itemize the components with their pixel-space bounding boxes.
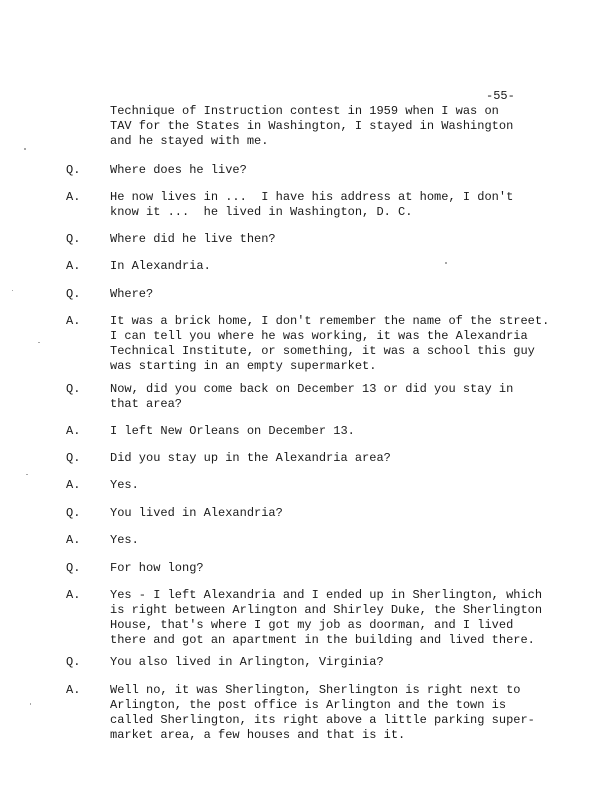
entry-text	[110, 314, 549, 374]
text-line: Where?	[110, 287, 154, 301]
text-line: TAV for the States in Washington, I stayed in Washington	[110, 119, 514, 133]
text-line: He now lives in ... I have his address at home, I don't	[110, 190, 514, 204]
text-line: Well no, it was Sherlington, Sherlington is right next to	[110, 683, 521, 697]
entry-text	[110, 655, 384, 670]
scan-speck	[12, 290, 13, 291]
entry-text	[110, 382, 513, 412]
text-line: In Alexandria.	[110, 259, 211, 273]
entry-text	[110, 104, 513, 149]
text-line: is right between Arlington and Shirley Duke, the Sherlington	[110, 603, 543, 617]
entry-text	[110, 683, 535, 743]
text-line: there and got an apartment in the building and lived there.	[110, 633, 535, 647]
text-line: Yes - I left Alexandria and I ended up in Sherlington, which	[110, 588, 543, 602]
text-line: called Sherlington, its right above a little parking super-	[110, 713, 535, 727]
speaker-label: A.	[66, 683, 81, 697]
text-line: know it ... he lived in Washington, D. C.	[110, 205, 413, 219]
speaker-label: A.	[66, 533, 81, 547]
entry-text	[110, 190, 513, 220]
text-line: Yes.	[110, 478, 139, 492]
speaker-label: Q.	[66, 655, 81, 669]
entry-text	[110, 561, 204, 576]
speaker-label: Q.	[66, 287, 81, 301]
entry-text	[110, 533, 139, 548]
text-line: Technique of Instruction contest in 1959 when I was on	[110, 104, 499, 118]
speaker-label: Q.	[66, 451, 81, 465]
page-number: -55-	[486, 89, 515, 103]
text-line: You also lived in Arlington, Virginia?	[110, 655, 384, 669]
text-line: I can tell you where he was working, it was the Alexandria	[110, 329, 528, 343]
text-line: Technical Institute, or something, it was a school this guy	[110, 344, 535, 358]
entry-text	[110, 424, 355, 439]
text-line: and he stayed with me.	[110, 134, 269, 148]
speaker-label: Q.	[66, 506, 81, 520]
speaker-label: A.	[66, 588, 81, 602]
speaker-label: A.	[66, 314, 81, 328]
scan-speck	[30, 703, 31, 705]
text-line: market area, a few houses and that is it.	[110, 728, 406, 742]
text-line: For how long?	[110, 561, 204, 575]
text-line: You lived in Alexandria?	[110, 506, 283, 520]
scan-speck	[26, 474, 28, 475]
text-line: Arlington, the post office is Arlington and the town is	[110, 698, 507, 712]
speaker-label: A.	[66, 259, 81, 273]
text-line: Yes.	[110, 533, 139, 547]
entry-text	[110, 163, 247, 178]
scan-speck	[38, 342, 40, 343]
scan-speck	[445, 262, 447, 264]
speaker-label: A.	[66, 478, 81, 492]
text-line: It was a brick home, I don't remember the name of the street.	[110, 314, 550, 328]
text-line: Where did he live then?	[110, 232, 276, 246]
scan-speck	[24, 148, 26, 150]
speaker-label: Q.	[66, 561, 81, 575]
text-line: Now, did you come back on December 13 or did you stay in	[110, 382, 514, 396]
speaker-label: Q.	[66, 382, 81, 396]
entry-text	[110, 287, 153, 302]
text-line: that area?	[110, 397, 183, 411]
entry-text	[110, 232, 276, 247]
text-line: was starting in an empty supermarket.	[110, 359, 377, 373]
speaker-label: A.	[66, 190, 81, 204]
entry-text	[110, 259, 211, 274]
text-line: House, that's where I got my job as doorman, and I lived	[110, 618, 514, 632]
speaker-label: Q.	[66, 163, 81, 177]
entry-text	[110, 451, 391, 466]
text-line: I left New Orleans on December 13.	[110, 424, 355, 438]
entry-text	[110, 588, 542, 648]
entry-text	[110, 506, 283, 521]
speaker-label: A.	[66, 424, 81, 438]
text-line: Did you stay up in the Alexandria area?	[110, 451, 391, 465]
text-line: Where does he live?	[110, 163, 247, 177]
entry-text	[110, 478, 139, 493]
speaker-label: Q.	[66, 232, 81, 246]
